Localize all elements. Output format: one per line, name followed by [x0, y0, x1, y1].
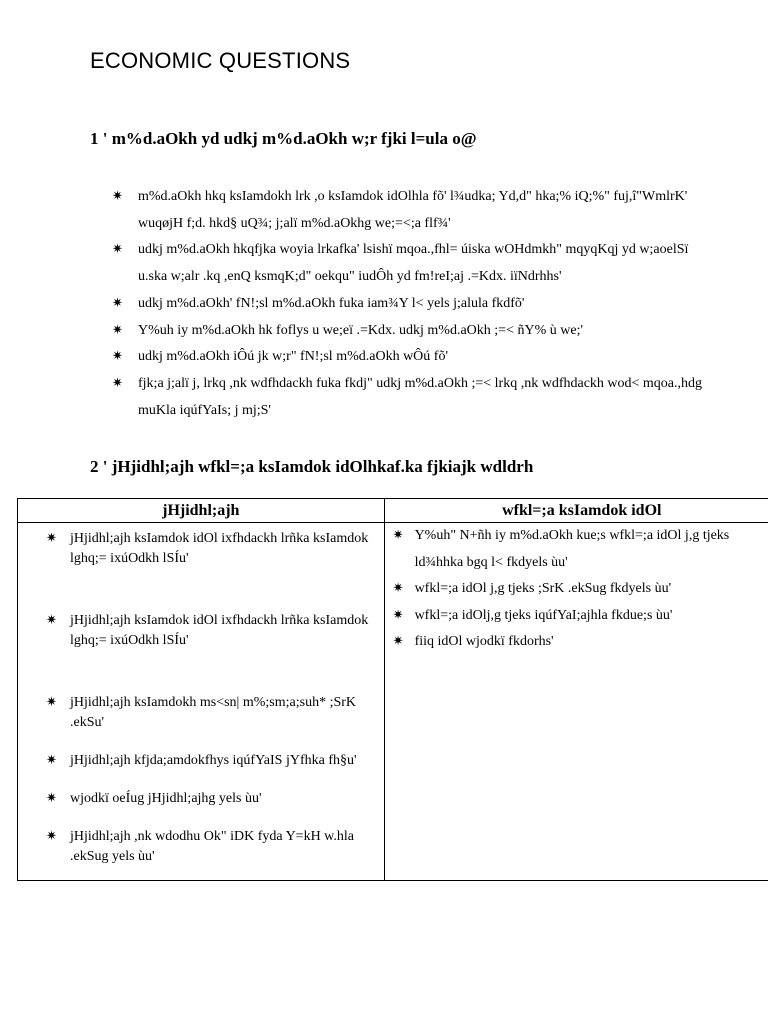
bullet-star-icon: ✷ [112, 189, 123, 204]
bullet-star-icon: ✷ [112, 295, 123, 311]
question-1-bullet-list [112, 184, 712, 424]
list-item: ✷ wfkl=;a idOl j,g tjeks ;SrK .ekSug fkdyels ùu' [393, 576, 768, 603]
bullet-star-icon: ✷ [46, 695, 57, 710]
bullet-star-icon: ✷ [112, 375, 123, 391]
list-item: ✷ m%d.aOkh hkq ksIamdokh lrk ,o ksIamdok idOlhla fõ' l¾udka; Yd,d" hka;% iQ;%" fuj,î"WmlrK' wuqøjH f;d. hkd§ uQ¾; j;alï m%d.aOkhg we;=<;a flf¾' [112, 184, 712, 237]
list-item: ✷ Y%uh iy m%d.aOkh hk foflys u we;eï .=Kdx. udkj m%d.aOkh ;=< ñY% ù we;' [112, 318, 712, 345]
list-item: ✷ Y%uh" N+ñh iy m%d.aOkh kue;s wfkl=;a idOl j,g tjeks ld¾hhka bgq l< fkdyels ùu' [393, 523, 768, 576]
question-2-heading: 2 ' jHjidhl;ajh wfkl=;a ksIamdok idOlhkaf.ka fjkiajk wdldrh [90, 457, 534, 476]
bullet-star-icon: ✷ [46, 613, 57, 628]
bullet-star-icon: ✷ [46, 753, 57, 768]
list-item: ✷ jHjidhl;ajh ksIamdok idOl ixfhdackh lrñka ksIamdok lghq;= ixúOdkh lSÍu' [46, 531, 369, 566]
bullet-star-icon: ✷ [112, 322, 123, 338]
list-item: ✷ fjk;a j;alï j, lrkq ,nk wdfhdackh fuka fkdj" udkj m%d.aOkh ;=< lrkq ,nk wdfhdackh wod< mqoa.,hdg muKla iqúfYaIs; j mj;S' [112, 371, 712, 424]
bullet-star-icon: ✷ [112, 349, 123, 365]
list-item: ✷ jHjidhl;ajh ksIamdok idOl ixfhdackh lrñka ksIamdok lghq;= ixúOdkh lSÍu' [46, 613, 369, 648]
question-1-heading: 1 ' m%d.aOkh yd udkj m%d.aOkh w;r fjki l=ula o@ [90, 129, 477, 148]
bullet-star-icon: ✷ [112, 242, 123, 258]
bullet-star-icon: ✷ [46, 531, 57, 546]
bullet-star-icon: ✷ [46, 829, 57, 844]
comparison-table [17, 498, 768, 881]
table-header-entrepreneurship: jHjidhl;ajh [18, 499, 385, 523]
bullet-star-icon: ✷ [392, 634, 404, 649]
table-header-row [18, 499, 768, 523]
list-item: ✷ jHjidhl;ajh ,nk wdodhu Ok" iDK fyda Y=kH w.hla .ekSug yels ùu' [46, 829, 354, 864]
bullet-star-icon: ✷ [46, 791, 57, 806]
list-item: ✷ fiiq idOl wjodkï fkdorhs' [393, 629, 768, 656]
table-cell-other-factors [384, 523, 768, 881]
entrepreneurship-list [18, 523, 384, 867]
page-title: ECONOMIC QUESTIONS [90, 48, 351, 73]
bullet-star-icon: ✷ [392, 607, 404, 623]
list-item: ✷ jHjidhl;ajh kfjda;amdokfhys iqúfYaIS jYfhka fh§u' [46, 751, 384, 771]
list-item: ✷ jHjidhl;ajh ksIamdokh ms<sn| m%;sm;a;suh* ;SrK .ekSu' [46, 695, 357, 730]
table-row [18, 523, 768, 881]
bullet-star-icon: ✷ [392, 581, 404, 596]
table-header-other-factors: wfkl=;a ksIamdok idOl [384, 499, 768, 523]
table-cell-entrepreneurship [18, 523, 385, 881]
list-item: ✷ udkj m%d.aOkh iÔú jk w;r" fN!;sl m%d.aOkh wÔú fõ' [112, 344, 712, 371]
other-factors-list [385, 523, 768, 656]
list-item: ✷ udkj m%d.aOkh' fN!;sl m%d.aOkh fuka iam¾Y l< yels j;alula fkdfõ' [112, 291, 712, 318]
list-item: ✷ wjodkï oeÍug jHjidhl;ajhg yels ùu' [46, 789, 384, 809]
bullet-star-icon: ✷ [392, 528, 404, 543]
list-item: ✷ udkj m%d.aOkh hkqfjka woyia lrkafka' lsishï mqoa.,fhl= úiska wOHdmkh" mqyqKqj yd w;aoelSï u.ska w;alr .kq ,enQ ksmqK;d" oekqu" iudÔh yd fm!reI;aj .=Kdx. iïNdrhhs' [112, 237, 712, 290]
list-item: ✷ wfkl=;a idOlj,g tjeks iqúfYaI;ajhla fkdue;s ùu' [393, 603, 768, 630]
